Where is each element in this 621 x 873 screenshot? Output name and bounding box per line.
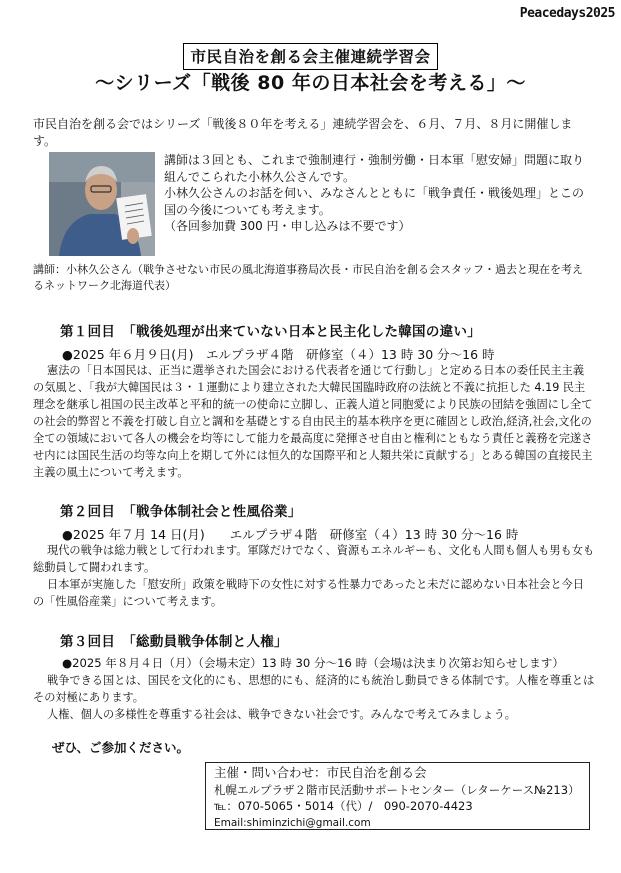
session-3-body (33, 672, 595, 723)
contact-phone: ℡：070-5065・5014（代）/ 090-2070-4423 (214, 799, 473, 813)
session-1-heading: 第１回目 「戦後処理が出来ていない日本と民主化した韓国の違い」 (60, 324, 482, 340)
fee-note: （各回参加費 300 円・申し込みは不要です） (164, 219, 411, 233)
session-3-heading: 第３回目 「総動員戦争体制と人権」 (60, 634, 288, 650)
contact-address: 札幌エルプラザ２階市民活動サポートセンター（レターケース№213） (214, 782, 580, 797)
session-2-date: ●2025 年７月 14 日(月) エルプラザ４階 研修室（４）13 時 30 分〜16 時 (62, 527, 519, 542)
contact-box (205, 762, 590, 830)
speaker-photo-image (49, 152, 155, 256)
session-1-date: ●2025 年６月９日(月) エルプラザ４階 研修室（４）13 時 30 分〜16 時 (62, 347, 495, 362)
corner-tag: Peacedays2025 (519, 6, 615, 21)
session-3-paragraph-1: 戦争できる国とは、国民を文化的にも、思想的にも、経済的にも統治し動員できる体制です。人権を尊重とはその対極にあります。 (33, 674, 595, 704)
session-2-heading: 第２回目 「戦争体制社会と性風俗業」 (60, 504, 302, 520)
closing-message: ぜひ、ご参加ください。 (52, 740, 190, 755)
intro-paragraph: 市民自治を創る会ではシリーズ「戦後８０年を考える」連続学習会を、６月、７月、８月に開催します。 (33, 117, 573, 148)
session-2-body (33, 542, 595, 610)
session-3-date: ●2025 年８月４日（月）（会場未定）13 時 30 分〜16 時（会場は決まり次第お知らせします） (62, 656, 564, 670)
session-1-paragraph: 憲法の「日本国民は、正当に選挙された国会における代表者を通じて行動し」と定める日本の委任民主主義の気風と、「我が大韓国民は３・１運動により建立された大韓民国臨時政府の法統と不義に抗拒した 4.19 民主理念を継承し祖国の民主改革と平和的統一の使命に立脚し、正義人道と同胞愛により民族の団結を強固にし全ての社会的弊習と不義を打破し自立と調和を基礎とする自由民主的基本秩序を更に確固とし政治,経済,社会,文化の全ての領域において各人の機会を均等にして能力を最高度に発揮させ自由と権利にともなう責任と義務を完遂させ内には国民生活の均等な向上を期して外には恒久的な国際平和と人類共栄に貢献する」とある韓国の直接民主主義の風土について考えます。 (33, 364, 593, 479)
contact-organizer: 主催・問い合わせ：市民自治を創る会 (214, 765, 427, 780)
session-2-paragraph-2: 日本軍が実施した「慰安所」政策を戦時下の女性に対する性暴力であったと未だに認めない日本社会と今日の「性風俗産業」について考えます。 (33, 578, 584, 608)
session-3-paragraph-2: 人権、個人の多様性を尊重する社会は、戦争できない社会です。みんなで考えてみましょう。 (47, 708, 516, 721)
session-1-body (33, 362, 595, 481)
speaker-credentials: 講師：小林久公さん（戦争させない市民の風北海道事務局次長・市民自治を創る会スタッフ・過去と現在を考えるネットワーク北海道代表） (33, 263, 583, 292)
contact-email: Email:shiminzichi@gmail.com (214, 816, 371, 829)
speaker-description (164, 152, 594, 235)
series-title: 〜シリーズ「戦後 80 年の日本社会を考える」〜 (95, 72, 526, 94)
speaker-paragraph-1: 講師は３回とも、これまで強制連行・強制労働・日本軍「慰安婦」問題に取り組んでこられた小林久公さんです。 (164, 153, 585, 184)
org-title: 市民自治を創る会主催連続学習会 (183, 43, 437, 70)
org-title-box (0, 43, 621, 70)
session-2-paragraph-1: 現代の戦争は総力戦として行われます。軍隊だけでなく、資源もエネルギーも、文化も人間も個人も男も女も総動員して闘われます。 (33, 544, 595, 574)
speaker-photo (49, 152, 155, 256)
speaker-paragraph-2: 小林久公さんのお話を伺い、みなさんとともに「戦争責任・戦後処理」とこの国の今後についても考えます。 (164, 186, 585, 217)
